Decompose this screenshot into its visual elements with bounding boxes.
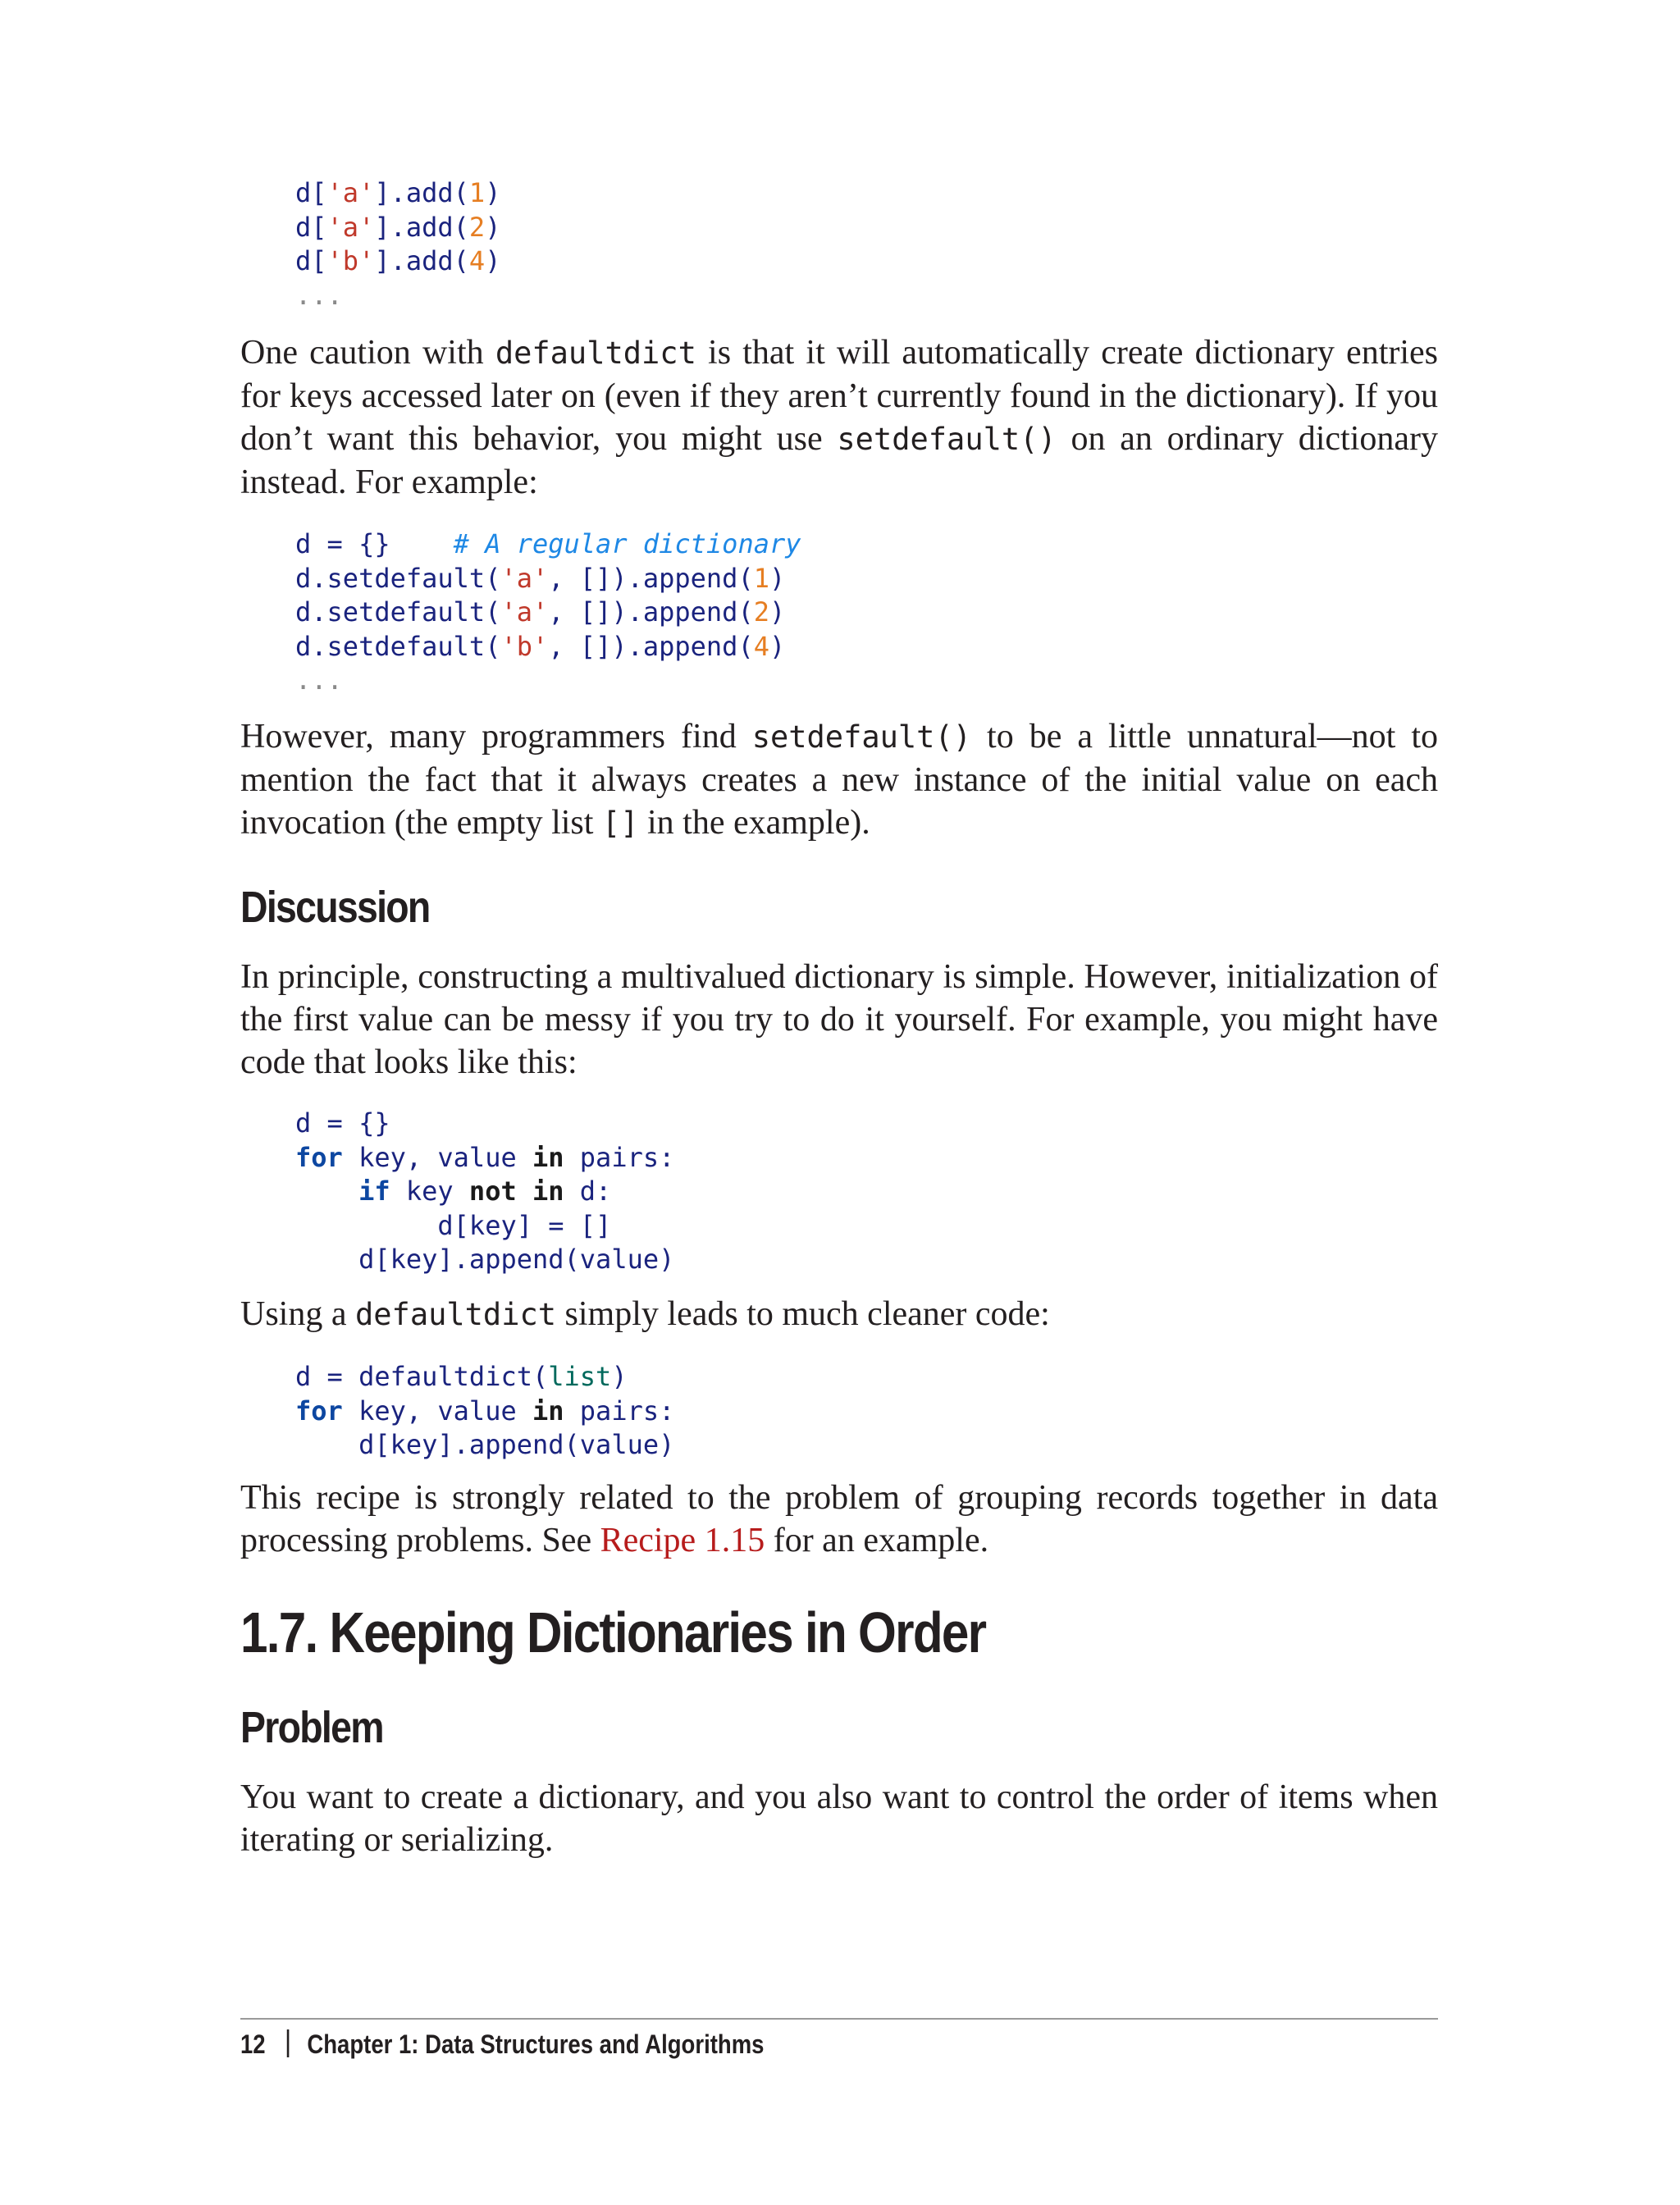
code-line: d[key].append(value) — [295, 1244, 675, 1275]
code-block-defaultdict — [295, 1360, 674, 1463]
code-line: d = {} # A regular dictionary — [295, 528, 801, 559]
inline-code: setdefault() — [751, 719, 972, 755]
footer-rule — [240, 2018, 1438, 2020]
heading-problem: Problem — [240, 1703, 383, 1752]
code-line: d.setdefault('a', []).append(2) — [295, 596, 786, 628]
code-line: d.setdefault('a', []).append(1) — [295, 562, 786, 594]
code-line: d['b'].add(4) — [295, 245, 501, 276]
footer-separator — [286, 2029, 289, 2057]
code-block-add — [295, 176, 500, 313]
code-line: d[key] = [] — [295, 1209, 612, 1241]
inline-code: setdefault() — [837, 422, 1057, 457]
code-ellipsis: ... — [295, 279, 343, 311]
code-line: for key, value in pairs: — [295, 1141, 675, 1173]
recipe-link[interactable]: Recipe 1.15 — [600, 1522, 765, 1559]
code-comment: # A regular dictionary — [453, 528, 801, 559]
code-line: d.setdefault('b', []).append(4) — [295, 630, 786, 662]
code-line: d = {} — [295, 1107, 390, 1139]
inline-code: defaultdict — [495, 336, 696, 371]
paragraph-setdefault-unnatural: However, many programmers find setdefault() to be a little unnatural—not to mention the fact that it always creates a new instance of the initial value on each invocation (the empty list [] in the example). — [240, 718, 1438, 842]
code-line: d['a'].add(1) — [295, 177, 501, 208]
page-number: 12 — [240, 2029, 266, 2059]
chapter-title: Chapter 1: Data Structures and Algorithms — [307, 2029, 765, 2059]
inline-code: [] — [601, 806, 639, 841]
inline-code: defaultdict — [355, 1297, 557, 1332]
code-ellipsis: ... — [295, 664, 343, 696]
section-title: 1.7. Keeping Dictionaries in Order — [240, 1600, 986, 1664]
code-line: for key, value in pairs: — [295, 1395, 675, 1427]
code-block-setdefault — [295, 527, 801, 698]
paragraph-defaultdict-caution: One caution with defaultdict is that it will automatically create dictionary entries for keys accessed later on (even if they aren’t currently found in the dictionary). If you don’t want this behavior, you might use setdefault() on an ordinary dictionary instead. For example: — [240, 334, 1439, 501]
code-line: d = defaultdict(list) — [295, 1361, 628, 1392]
code-line: d['a'].add(2) — [295, 211, 501, 243]
paragraph-problem: You want to create a dictionary, and you also want to control the order of items when iterating or serializing. — [240, 1778, 1438, 1859]
paragraph-related-recipe: This recipe is strongly related to the problem of grouping records together in data processing problems. See Recipe 1.15 for an example. — [240, 1479, 1438, 1559]
code-line: if key not in d: — [358, 1176, 612, 1207]
page-footer — [240, 2029, 764, 2060]
code-block-manual-init — [295, 1107, 674, 1277]
paragraph-defaultdict-cleaner: Using a defaultdict simply leads to much cleaner code: — [240, 1295, 1050, 1333]
heading-discussion: Discussion — [240, 883, 430, 932]
code-line: d[key].append(value) — [295, 1429, 675, 1460]
paragraph-discussion: In principle, constructing a multivalued dictionary is simple. However, initialization of the first value can be messy if you try to do it yourself. For example, you might have code that looks like this: — [240, 958, 1438, 1081]
